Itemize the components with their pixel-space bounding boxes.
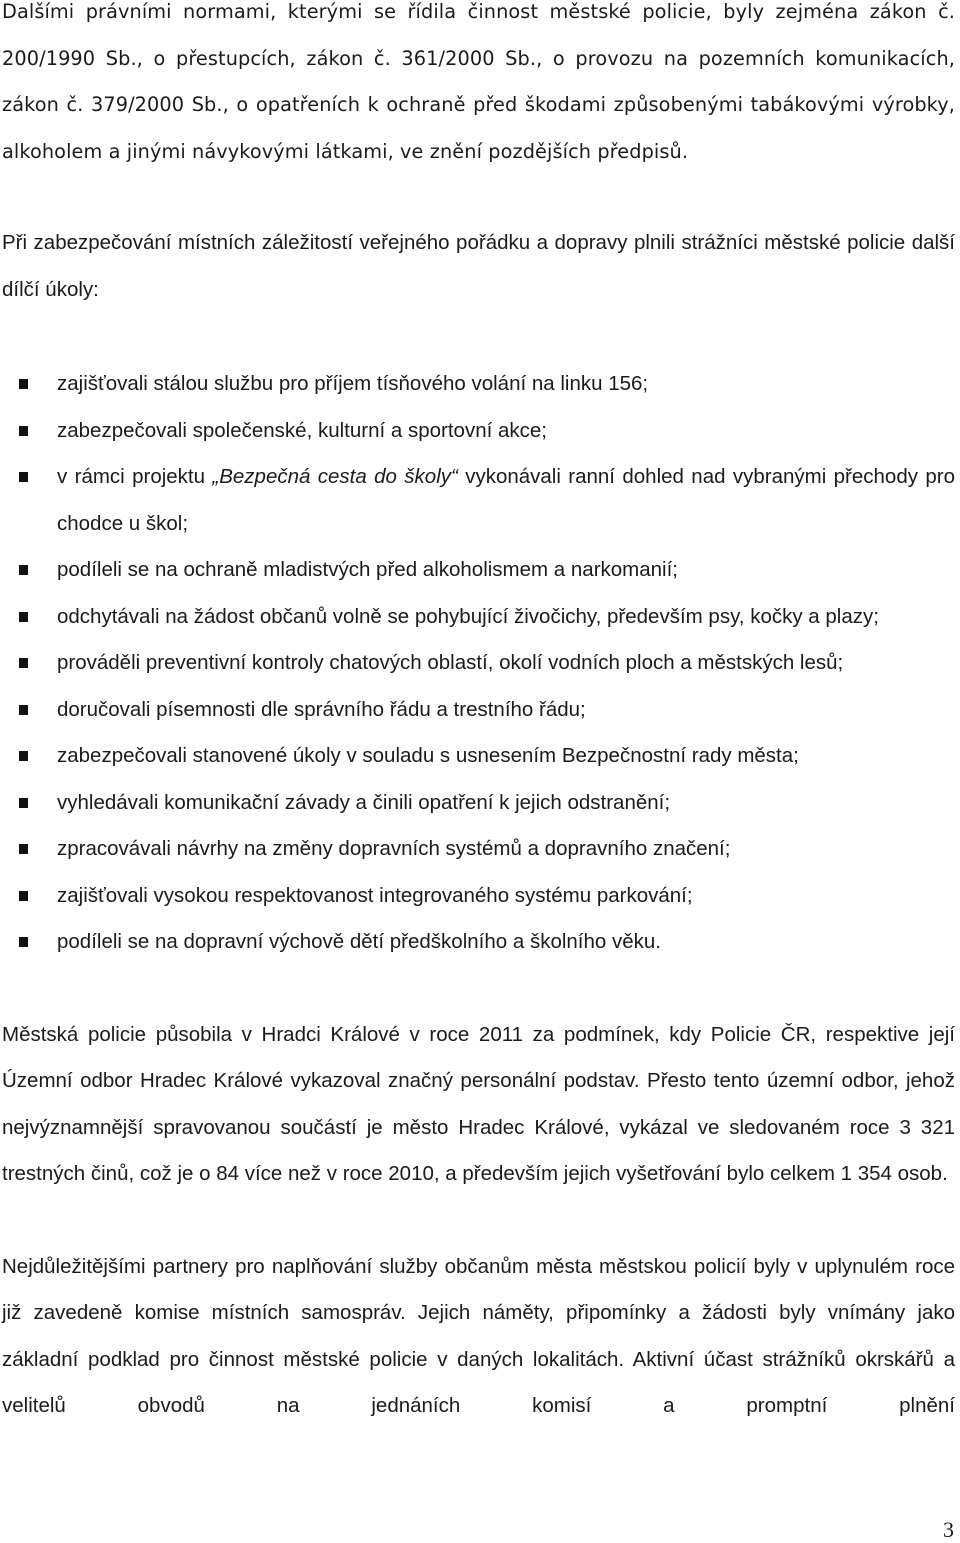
list-item: zajišťovali stálou službu pro příjem tísňového volání na linku 156;	[2, 361, 955, 408]
square-bullet-icon	[19, 891, 28, 901]
list-item: zabezpečovali společenské, kulturní a sportovní akce;	[2, 408, 955, 455]
list-item: doručovali písemnosti dle správního řádu a trestního řádu;	[2, 687, 955, 734]
spacer	[2, 313, 955, 361]
list-item: vyhledávali komunikační závady a činili opatření k jejich odstranění;	[2, 780, 955, 827]
list-item: podíleli se na ochraně mladistvých před alkoholismem a narkomanií;	[2, 547, 955, 594]
square-bullet-icon	[19, 798, 28, 808]
paragraph-partners: Nejdůležitějšími partnery pro naplňování služby občanům města městskou policií byly v uplynulém roce již zavedeně komise místních samospráv. Jejich náměty, připomínky a žádosti byly vnímány jako základní podklad pro činnost městské policie v daných lokalitách. Aktivní účast strážníků okrskářů a velitelů obvodů na jednáních komisí a promptní plnění	[2, 1254, 955, 1417]
square-bullet-icon	[19, 472, 28, 482]
list-item: zabezpečovali stanovené úkoly v souladu s usnesením Bezpečnostní rady města;	[2, 733, 955, 780]
square-bullet-icon	[19, 565, 28, 575]
paragraph-tasks-intro: Při zabezpečování místních záležitostí veřejného pořádku a dopravy plnili strážníci městské policie další dílčí úkoly:	[2, 231, 955, 301]
list-item: odchytávali na žádost občanů volně se pohybující živočichy, především psy, kočky a plazy;	[2, 594, 955, 641]
list-item: podíleli se na dopravní výchově dětí předškolního a školního věku.	[2, 919, 955, 966]
square-bullet-icon	[19, 937, 28, 947]
project-name: „Bezpečná cesta do školy“	[212, 465, 458, 488]
square-bullet-icon	[19, 751, 28, 761]
task-list	[2, 361, 955, 966]
spacer	[2, 175, 955, 220]
square-bullet-icon	[19, 658, 28, 668]
list-item: zajišťovali vysokou respektovanost integrovaného systému parkování;	[2, 873, 955, 920]
spacer	[2, 1198, 955, 1244]
paragraph-police-conditions: Městská policie působila v Hradci Králové v roce 2011 za podmínek, kdy Policie ČR, respektive její Územní odbor Hradec Králové vykazoval značný personální podstav. Přesto tento územní odbor, jehož nejvýznamnější spravovanou součástí je město Hradec Králové, vykázal ve sledovaném roce 3 321 trestných činů, což je o 84 více než v roce 2010, a především jejich vyšetřování bylo celkem 1 354 osob.	[2, 1022, 955, 1185]
list-item: zpracovávali návrhy na změny dopravních systémů a dopravního značení;	[2, 826, 955, 873]
list-item: v rámci projektu „Bezpečná cesta do školy“ vykonávali ranní dohled nad vybranými přechody pro chodce u škol;	[2, 454, 955, 547]
spacer	[2, 966, 955, 1012]
document-page	[2, 0, 955, 1430]
square-bullet-icon	[19, 379, 28, 389]
square-bullet-icon	[19, 612, 28, 622]
square-bullet-icon	[19, 705, 28, 715]
square-bullet-icon	[19, 844, 28, 854]
square-bullet-icon	[19, 426, 28, 436]
paragraph-legal-norms: Dalšími právními normami, kterými se řídila činnost městské policie, byly zejména zákon č. 200/1990 Sb., o přestupcích, zákon č. 361/2000 Sb., o provozu na pozemních komunikacích, zákon č. 379/2000 Sb., o opatřeních k ochraně před škodami způsobenými tabákovými výrobky, alkoholem a jinými návykovými látkami, ve znění pozdějších předpisů.	[2, 0, 955, 163]
list-item: prováděli preventivní kontroly chatových oblastí, okolí vodních ploch a městských lesů;	[2, 640, 955, 687]
page-number: 3	[943, 1517, 954, 1542]
